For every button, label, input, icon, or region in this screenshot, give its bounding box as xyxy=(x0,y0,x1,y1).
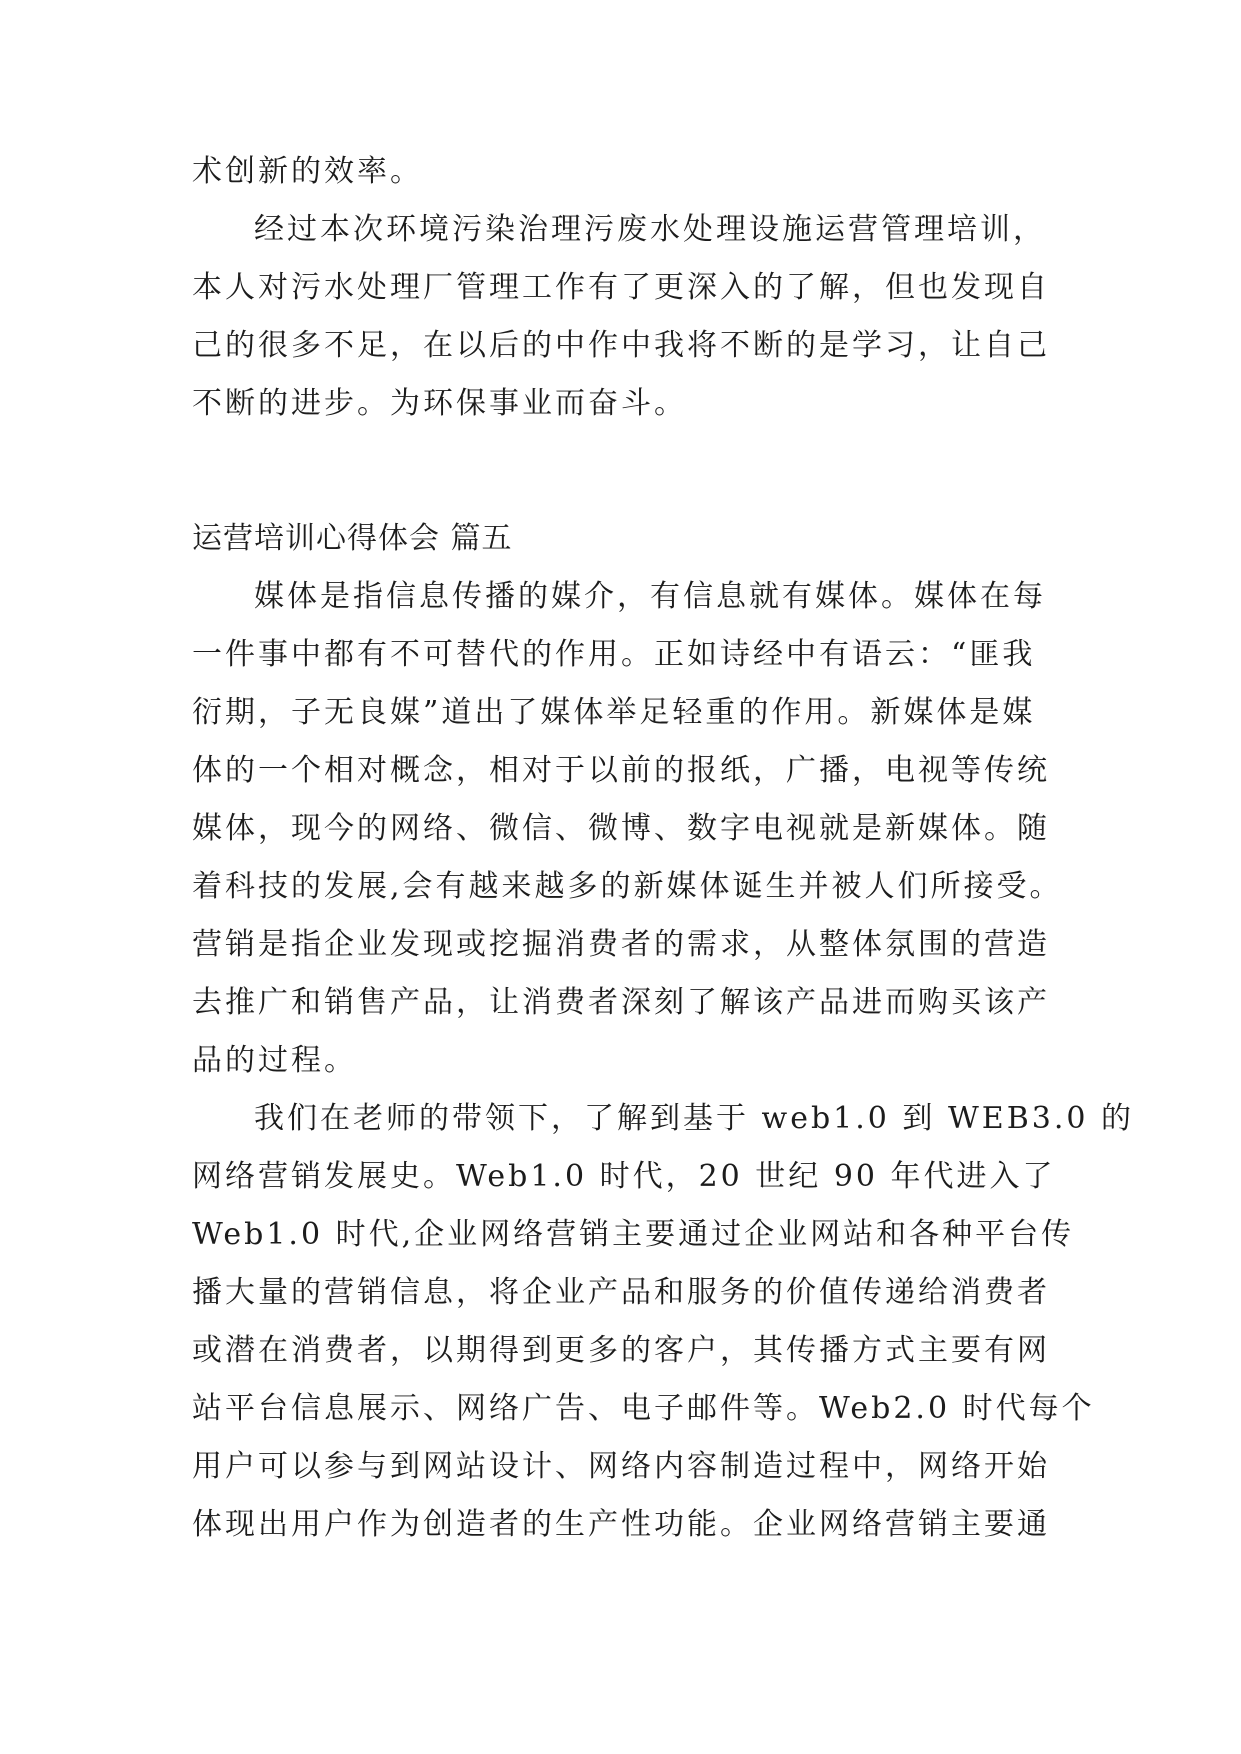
text-line: 媒体，现今的网络、微信、微博、数字电视就是新媒体。随 xyxy=(192,811,1050,846)
text-line: 本人对污水处理厂管理工作有了更深入的了解，但也发现自 xyxy=(192,270,1050,305)
text-line: 品的过程。 xyxy=(192,1043,357,1078)
text-line: 衍期，子无良媒”道出了媒体举足轻重的作用。新媒体是媒 xyxy=(192,695,1036,730)
section-heading: 运营培训心得体会 篇五 xyxy=(192,521,513,556)
text-line: 体现出用户作为创造者的生产性功能。企业网络营销主要通 xyxy=(192,1507,1050,1542)
text-line: 播大量的营销信息，将企业产品和服务的价值传递给消费者 xyxy=(192,1275,1050,1310)
text-line: 或潜在消费者，以期得到更多的客户，其传播方式主要有网 xyxy=(192,1333,1050,1368)
paragraph-first-line: 媒体是指信息传播的媒介，有信息就有媒体。媒体在每 xyxy=(254,579,1046,614)
text-line: 术创新的效率。 xyxy=(192,154,423,189)
text-line: 站平台信息展示、网络广告、电子邮件等。Web2.0 时代每个 xyxy=(192,1391,1095,1426)
text-line: 营销是指企业发现或挖掘消费者的需求，从整体氛围的营造 xyxy=(192,927,1050,962)
text-line: 着科技的发展,会有越来越多的新媒体诞生并被人们所接受。 xyxy=(192,869,1063,904)
text-line: 一件事中都有不可替代的作用。正如诗经中有语云：“匪我 xyxy=(192,637,1036,672)
paragraph-first-line: 我们在老师的带领下，了解到基于 web1.0 到 WEB3.0 的 xyxy=(254,1101,1134,1136)
text-line: 体的一个相对概念，相对于以前的报纸，广播，电视等传统 xyxy=(192,753,1050,788)
text-line: 己的很多不足，在以后的中作中我将不断的是学习，让自己 xyxy=(192,328,1050,363)
paragraph-first-line: 经过本次环境污染治理污废水处理设施运营管理培训， xyxy=(254,212,1046,247)
text-line: 去推广和销售产品，让消费者深刻了解该产品进而购买该产 xyxy=(192,985,1050,1020)
text-line: 用户可以参与到网站设计、网络内容制造过程中，网络开始 xyxy=(192,1449,1050,1484)
text-line: 不断的进步。为环保事业而奋斗。 xyxy=(192,386,687,421)
text-line: 网络营销发展史。Web1.0 时代，20 世纪 90 年代进入了 xyxy=(192,1159,1056,1194)
text-line: Web1.0 时代,企业网络营销主要通过企业网站和各种平台传 xyxy=(192,1217,1075,1252)
